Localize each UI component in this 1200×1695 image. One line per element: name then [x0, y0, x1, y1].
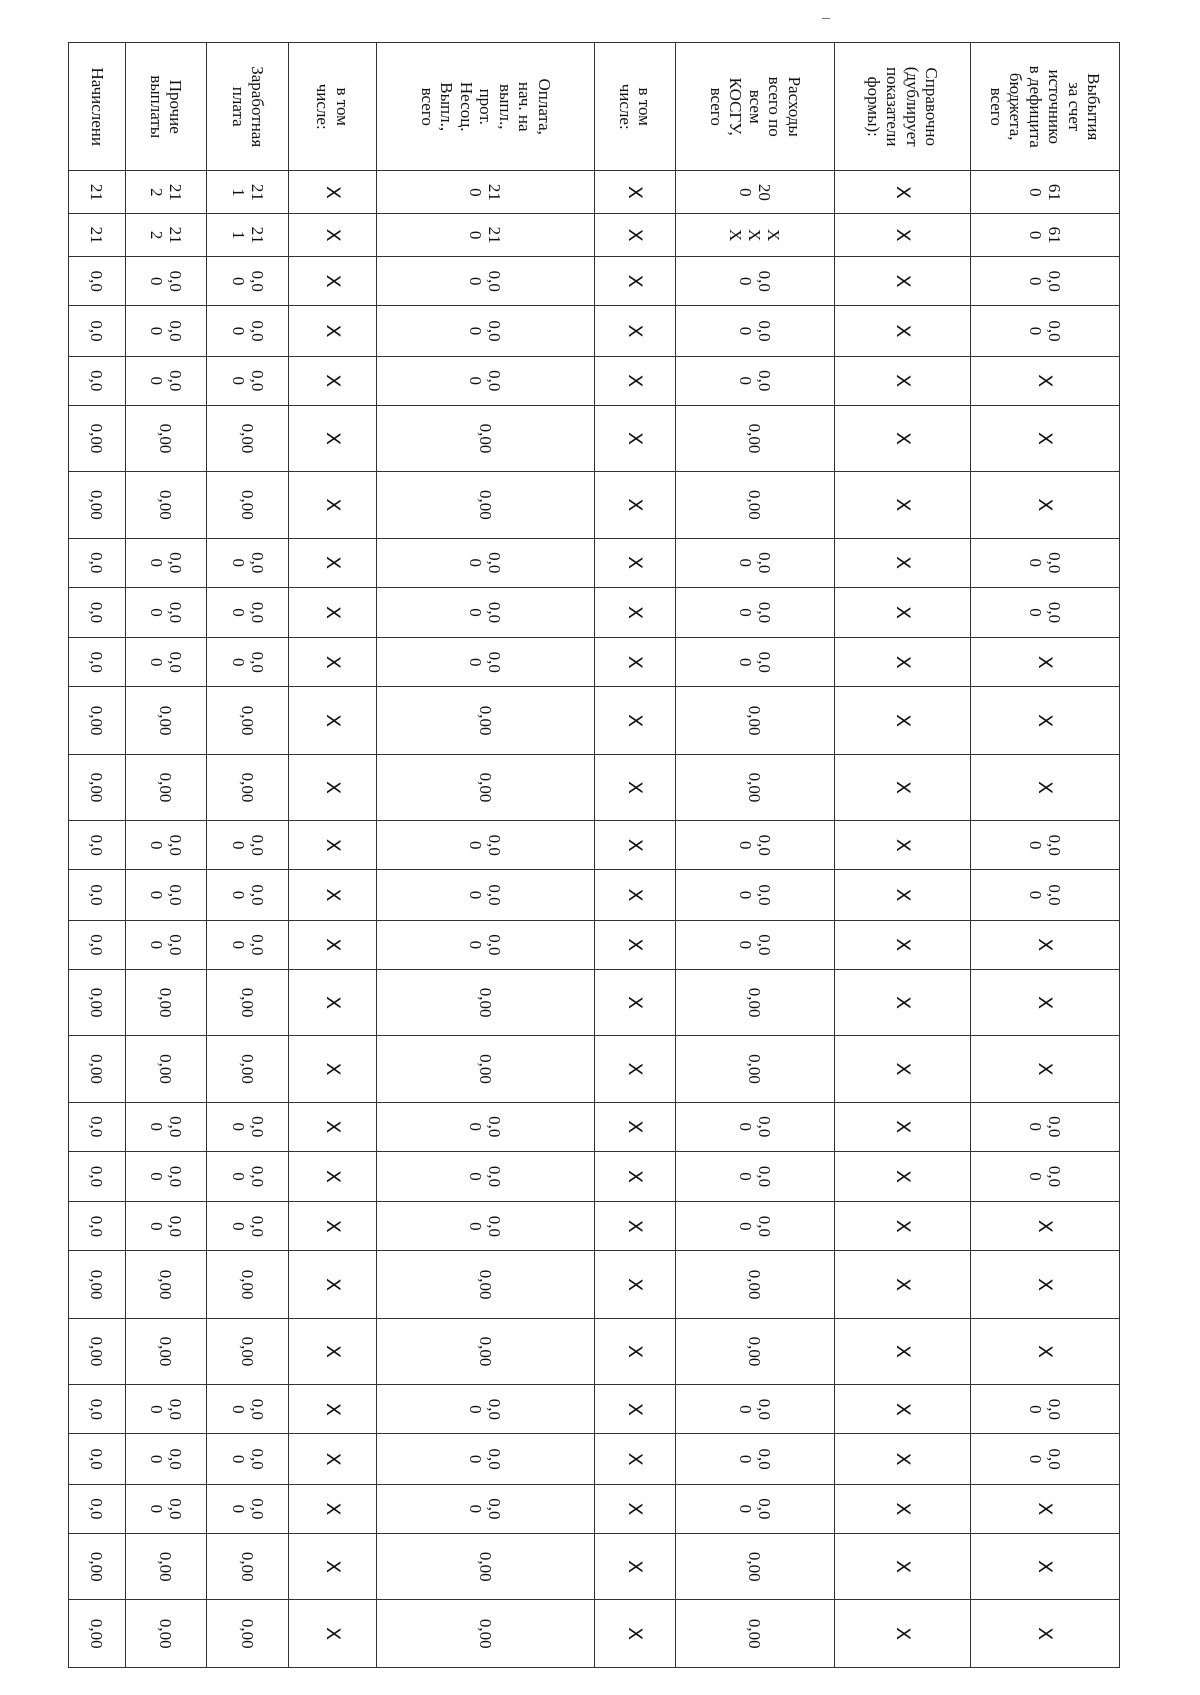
cell-value: 0,0 0: [125, 920, 207, 969]
cell-value: 0,0 0: [207, 587, 289, 637]
cell-x-mark: X: [594, 1102, 676, 1151]
cell-x-mark: X: [594, 306, 676, 356]
cell-x-mark: X: [288, 1102, 376, 1151]
row-accruals: [69, 43, 126, 1668]
budget-report-table: [68, 42, 1120, 1668]
cell-x-mark: X: [288, 1484, 376, 1533]
cell-x-mark: X: [288, 870, 376, 920]
cell-value: 21 2: [125, 171, 207, 214]
cell-value: 0,0 0: [125, 1151, 207, 1201]
cell-x-mark: X: [594, 472, 676, 538]
cell-value: 0,0 0: [207, 1434, 289, 1484]
cell-value: 0,00: [377, 969, 594, 1035]
cell-value: 0,0 0: [970, 538, 1119, 587]
cell-value: 0,00: [69, 969, 126, 1035]
cell-x-mark: X: [288, 171, 376, 214]
row-label: Начислени: [69, 43, 126, 171]
cell-value: 0,0 0: [970, 587, 1119, 637]
cell-x-mark: X: [594, 171, 676, 214]
cell-value: 0,0 0: [970, 1434, 1119, 1484]
cell-value: 0,00: [207, 969, 289, 1035]
cell-x-mark: X: [970, 405, 1119, 471]
cell-value: 0,0 0: [676, 1202, 835, 1251]
cell-value: 0,0 0: [377, 920, 594, 969]
cell-value: 0,0 0: [377, 870, 594, 920]
cell-x-mark: X: [594, 638, 676, 687]
cell-value: 0,0 0: [676, 1385, 835, 1434]
cell-x-mark: X: [834, 171, 970, 214]
cell-value: 0,00: [207, 687, 289, 754]
row-label: Прочие выплаты: [125, 43, 207, 171]
cell-value: 0,0 0: [970, 1102, 1119, 1151]
cell-value: 0,00: [69, 1318, 126, 1384]
row-payroll-total: [377, 43, 594, 1668]
cell-value: 0,00: [377, 1318, 594, 1384]
cell-x-mark: X: [834, 1036, 970, 1102]
cell-value: 0,0 0: [377, 538, 594, 587]
cell-value: 21: [69, 171, 126, 214]
cell-value: 0,0 0: [377, 587, 594, 637]
cell-value: 21 0: [377, 171, 594, 214]
cell-x-mark: X: [970, 638, 1119, 687]
row-other-payments: [125, 43, 207, 1668]
cell-value: 0,00: [125, 1251, 207, 1318]
cell-x-mark: X: [594, 356, 676, 405]
cell-x-mark: X: [594, 257, 676, 306]
cell-value: 0,0 0: [970, 870, 1119, 920]
cell-value: 0,00: [207, 1600, 289, 1668]
cell-value: 0,0: [69, 1434, 126, 1484]
cell-x-mark: X: [834, 1318, 970, 1384]
cell-x-mark: X: [288, 306, 376, 356]
cell-x-mark: X: [834, 587, 970, 637]
cell-value: 0,0 0: [125, 356, 207, 405]
cell-value: 0,0 0: [125, 1434, 207, 1484]
cell-x-mark: X: [970, 754, 1119, 820]
cell-value: 0,0 0: [125, 1102, 207, 1151]
cell-x-mark: X: [288, 1151, 376, 1201]
cell-value: 21 1: [207, 171, 289, 214]
cell-value: 0,0: [69, 306, 126, 356]
cell-value: 0,0 0: [676, 1151, 835, 1201]
cell-x-mark: X: [594, 1484, 676, 1533]
cell-x-mark: X: [970, 969, 1119, 1035]
cell-x-mark: X: [288, 214, 376, 257]
cell-value: 0,00: [377, 687, 594, 754]
cell-value: 0,00: [676, 754, 835, 820]
cell-x-mark: X: [834, 1534, 970, 1600]
cell-value: 0,00: [69, 472, 126, 538]
cell-value: 0,00: [125, 405, 207, 471]
cell-value: 0,00: [676, 1600, 835, 1668]
cell-value: 0,00: [676, 1036, 835, 1102]
cell-value: 0,0 0: [207, 1151, 289, 1201]
cell-x-mark: X: [594, 1202, 676, 1251]
cell-value: 0,0 0: [676, 257, 835, 306]
cell-x-mark: X: [288, 538, 376, 587]
cell-x-mark: X: [970, 1600, 1119, 1668]
cell-x-mark: X: [834, 1484, 970, 1533]
cell-value: 0,00: [125, 1534, 207, 1600]
cell-x-mark: X: [594, 1151, 676, 1201]
cell-value: 0,0 0: [377, 1102, 594, 1151]
cell-value: 0,00: [125, 1600, 207, 1668]
cell-x-mark: X: [970, 1202, 1119, 1251]
cell-value: 0,0 0: [676, 538, 835, 587]
cell-x-mark: X: [594, 1385, 676, 1434]
cell-value: 0,00: [69, 754, 126, 820]
row-reference: [834, 43, 970, 1668]
cell-value: 0,00: [676, 1534, 835, 1600]
cell-value: 0,0: [69, 1385, 126, 1434]
cell-x-mark: X: [288, 587, 376, 637]
cell-value: 0,0 0: [377, 356, 594, 405]
cell-x-mark: X: [288, 405, 376, 471]
cell-x-mark: X: [288, 472, 376, 538]
cell-x-mark: X: [970, 1534, 1119, 1600]
cell-value: 0,0 0: [207, 257, 289, 306]
cell-value: 0,0 0: [207, 1484, 289, 1533]
cell-x-mark: X: [834, 472, 970, 538]
cell-value: 0,0 0: [676, 356, 835, 405]
cell-x-mark: X: [834, 870, 970, 920]
cell-value: 0,0 0: [207, 821, 289, 870]
cell-value: 0,00: [207, 1251, 289, 1318]
cell-value: 61 0: [970, 214, 1119, 257]
row-including-2: [288, 43, 376, 1668]
cell-x-mark: X: [288, 356, 376, 405]
cell-value: 0,00: [676, 405, 835, 471]
cell-value: 0,00: [207, 472, 289, 538]
cell-x-mark: X: [970, 1036, 1119, 1102]
row-wages: [207, 43, 289, 1668]
cell-value: 0,0 0: [125, 306, 207, 356]
cell-x-mark: X: [970, 356, 1119, 405]
cell-value: 0,0 0: [207, 1102, 289, 1151]
rotated-report-table: [68, 42, 1120, 1668]
cell-value: 0,0 0: [676, 870, 835, 920]
cell-value: 0,0 0: [207, 538, 289, 587]
cell-value: 0,00: [377, 1036, 594, 1102]
cell-value: 0,0 0: [676, 1434, 835, 1484]
cell-value: 0,00: [377, 1251, 594, 1318]
cell-x-mark: X: [288, 687, 376, 754]
cell-value: 0,00: [125, 969, 207, 1035]
cell-value: 0,00: [69, 687, 126, 754]
cell-value: 0,00: [377, 405, 594, 471]
cell-value: 21 1: [207, 214, 289, 257]
cell-x-mark: X: [594, 1251, 676, 1318]
cell-x-mark: X: [970, 1484, 1119, 1533]
cell-value: 0,00: [676, 969, 835, 1035]
cell-value: 0,00: [207, 1036, 289, 1102]
cell-x-mark: X: [834, 538, 970, 587]
row-label: Справочно (дублирует показатели формы):: [834, 43, 970, 171]
cell-value: 0,00: [69, 1534, 126, 1600]
cell-value: 0,00: [69, 1036, 126, 1102]
cell-value: 21 2: [125, 214, 207, 257]
cell-value: 0,0: [69, 1484, 126, 1533]
row-label: Расходы всего по всем КОСГУ, всего: [676, 43, 835, 171]
cell-x-mark: X: [594, 969, 676, 1035]
cell-x-mark: X: [594, 754, 676, 820]
row-label: Оплата, нач. на выпл., прот. Несоц. Выпл., всего: [377, 43, 594, 171]
cell-value: 0,00: [125, 1318, 207, 1384]
cell-value: 0,0 0: [377, 257, 594, 306]
cell-x-mark: X: [288, 638, 376, 687]
cell-x-mark: X: [970, 1251, 1119, 1318]
row-label: в том числе:: [594, 43, 676, 171]
cell-value: 0,00: [207, 1534, 289, 1600]
cell-value: 0,0 0: [207, 306, 289, 356]
cell-value: 0,0 0: [207, 356, 289, 405]
cell-x-mark: X: [834, 214, 970, 257]
cell-x-mark: X: [834, 1600, 970, 1668]
cell-x-mark: X: [594, 1534, 676, 1600]
cell-value: 0,0 0: [676, 587, 835, 637]
cell-x-mark: X: [288, 969, 376, 1035]
cell-x-mark: X: [288, 1434, 376, 1484]
cell-value: 0,0: [69, 920, 126, 969]
cell-value: 0,0 0: [377, 821, 594, 870]
cell-x-mark: X: [594, 1036, 676, 1102]
cell-value: 0,0 0: [125, 257, 207, 306]
cell-value: 0,0: [69, 538, 126, 587]
cell-x-mark: X: [288, 1385, 376, 1434]
cell-x-mark: X: [288, 920, 376, 969]
cell-value: 0,00: [377, 1534, 594, 1600]
cell-x-mark: X: [834, 1434, 970, 1484]
cell-value: 0,0: [69, 1151, 126, 1201]
cell-value: 0,00: [676, 1251, 835, 1318]
cell-value: 21 0: [377, 214, 594, 257]
cell-value: 0,0 0: [207, 638, 289, 687]
cell-value: 0,0 0: [970, 821, 1119, 870]
cell-value: 0,0 0: [970, 306, 1119, 356]
cell-x-mark: X: [834, 405, 970, 471]
cell-x-mark: X: [594, 687, 676, 754]
cell-x-mark: X: [834, 1151, 970, 1201]
cell-x-mark: X: [834, 687, 970, 754]
row-label: Заработная плата: [207, 43, 289, 171]
cell-value: 0,0: [69, 821, 126, 870]
cell-value: 0,0 0: [207, 1385, 289, 1434]
cell-value: 0,0 0: [377, 1484, 594, 1533]
cell-value: 0,0 0: [676, 920, 835, 969]
cell-x-mark: X: [970, 472, 1119, 538]
cell-value: 0,0 0: [377, 1385, 594, 1434]
cell-value: 0,00: [125, 472, 207, 538]
cell-value: 0,0: [69, 638, 126, 687]
cell-value: 0,0: [69, 257, 126, 306]
cell-value: 0,00: [207, 1318, 289, 1384]
cell-x-mark: X: [834, 1102, 970, 1151]
row-label: в том числе:: [288, 43, 376, 171]
cell-x-mark: X: [288, 257, 376, 306]
cell-value: 0,00: [377, 754, 594, 820]
cell-x-mark: X: [834, 1251, 970, 1318]
cell-value: 0,0 0: [125, 1484, 207, 1533]
cell-value: 0,0 0: [377, 1434, 594, 1484]
cell-value: 0,0: [69, 587, 126, 637]
cell-value: 0,00: [377, 1600, 594, 1668]
scan-mark: [822, 18, 830, 19]
cell-value: 0,0 0: [377, 638, 594, 687]
cell-value: X X X: [676, 214, 835, 257]
cell-value: 0,00: [207, 405, 289, 471]
cell-value: 61 0: [970, 171, 1119, 214]
cell-value: 0,0 0: [377, 1202, 594, 1251]
cell-value: 0,0 0: [125, 587, 207, 637]
cell-x-mark: X: [288, 1202, 376, 1251]
cell-x-mark: X: [834, 920, 970, 969]
cell-x-mark: X: [970, 687, 1119, 754]
cell-value: 0,0 0: [125, 538, 207, 587]
cell-value: 0,0: [69, 870, 126, 920]
row-label: Выбытия за счет источнико в дефицита бюджета, всего: [970, 43, 1119, 171]
cell-value: 0,0 0: [970, 257, 1119, 306]
cell-x-mark: X: [834, 754, 970, 820]
cell-x-mark: X: [970, 1318, 1119, 1384]
cell-value: 0,00: [125, 1036, 207, 1102]
cell-value: 0,0: [69, 356, 126, 405]
cell-value: 0,0 0: [970, 1385, 1119, 1434]
row-outflows: [970, 43, 1119, 1668]
cell-x-mark: X: [834, 257, 970, 306]
cell-value: 0,0 0: [676, 1102, 835, 1151]
cell-value: 0,0 0: [676, 638, 835, 687]
cell-value: 0,0 0: [125, 638, 207, 687]
cell-x-mark: X: [288, 754, 376, 820]
cell-x-mark: X: [834, 638, 970, 687]
cell-x-mark: X: [288, 1036, 376, 1102]
cell-value: 0,0 0: [377, 306, 594, 356]
cell-x-mark: X: [288, 821, 376, 870]
row-expenses-total: [676, 43, 835, 1668]
cell-x-mark: X: [594, 405, 676, 471]
cell-value: 0,0 0: [207, 1202, 289, 1251]
cell-value: 0,0 0: [125, 1385, 207, 1434]
cell-x-mark: X: [594, 1318, 676, 1384]
cell-x-mark: X: [970, 920, 1119, 969]
cell-x-mark: X: [834, 821, 970, 870]
cell-value: 0,0 0: [125, 821, 207, 870]
cell-x-mark: X: [594, 538, 676, 587]
cell-value: 0,00: [377, 472, 594, 538]
cell-value: 0,0 0: [207, 870, 289, 920]
cell-value: 20 0: [676, 171, 835, 214]
cell-x-mark: X: [594, 587, 676, 637]
cell-x-mark: X: [594, 870, 676, 920]
cell-x-mark: X: [594, 214, 676, 257]
cell-x-mark: X: [288, 1251, 376, 1318]
cell-x-mark: X: [834, 356, 970, 405]
cell-x-mark: X: [834, 306, 970, 356]
cell-x-mark: X: [834, 969, 970, 1035]
cell-value: 0,0 0: [676, 1484, 835, 1533]
cell-value: 0,00: [676, 472, 835, 538]
cell-x-mark: X: [594, 920, 676, 969]
cell-value: 21: [69, 214, 126, 257]
cell-value: 0,0 0: [125, 1202, 207, 1251]
cell-value: 0,00: [125, 687, 207, 754]
cell-x-mark: X: [594, 1600, 676, 1668]
cell-value: 0,0: [69, 1102, 126, 1151]
cell-x-mark: X: [288, 1600, 376, 1668]
row-including-1: [594, 43, 676, 1668]
cell-x-mark: X: [288, 1318, 376, 1384]
cell-value: 0,0 0: [207, 920, 289, 969]
cell-value: 0,0 0: [676, 821, 835, 870]
cell-value: 0,0 0: [125, 870, 207, 920]
cell-value: 0,0 0: [970, 1151, 1119, 1201]
cell-value: 0,00: [676, 1318, 835, 1384]
cell-x-mark: X: [834, 1202, 970, 1251]
cell-value: 0,0 0: [676, 306, 835, 356]
cell-value: 0,00: [69, 1251, 126, 1318]
cell-x-mark: X: [834, 1385, 970, 1434]
cell-x-mark: X: [288, 1534, 376, 1600]
cell-value: 0,00: [69, 405, 126, 471]
cell-x-mark: X: [594, 821, 676, 870]
cell-value: 0,00: [69, 1600, 126, 1668]
cell-x-mark: X: [594, 1434, 676, 1484]
cell-value: 0,0 0: [377, 1151, 594, 1201]
cell-value: 0,0: [69, 1202, 126, 1251]
cell-value: 0,00: [125, 754, 207, 820]
cell-value: 0,00: [676, 687, 835, 754]
cell-value: 0,00: [207, 754, 289, 820]
